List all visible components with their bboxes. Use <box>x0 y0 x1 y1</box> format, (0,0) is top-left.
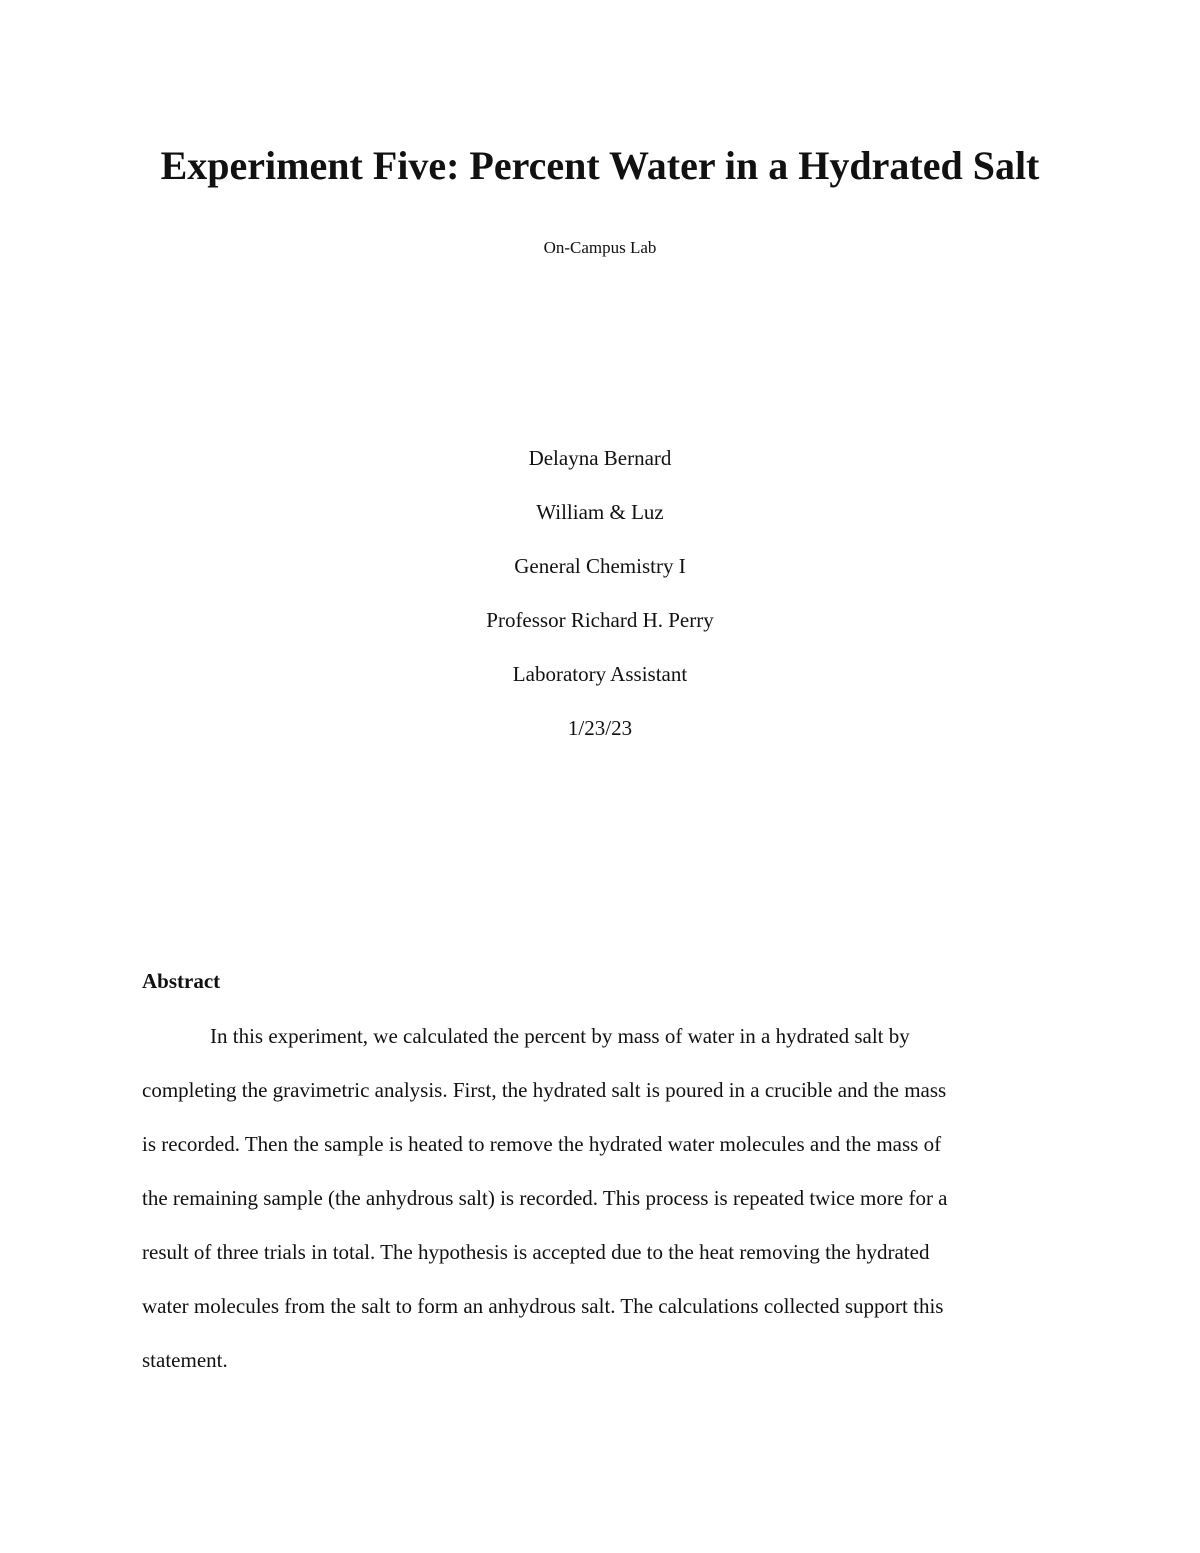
abstract-line: is recorded. Then the sample is heated to remove the hydrated water molecules and the mass of <box>142 1132 942 1156</box>
abstract-line: water molecules from the salt to form an anhydrous salt. The calculations collected support this <box>142 1294 944 1318</box>
assistant-role: Laboratory Assistant <box>512 662 688 686</box>
author-name: Delayna Bernard <box>528 446 672 470</box>
abstract-paragraph <box>142 1021 1048 1399</box>
lab-partners: William & Luz <box>536 500 664 524</box>
report-date: 1/23/23 <box>567 716 633 740</box>
document-subtitle: On-Campus Lab <box>543 238 657 257</box>
document-title: Experiment Five: Percent Water in a Hydrated Salt <box>160 143 1040 188</box>
professor-name: Professor Richard H. Perry <box>486 608 714 632</box>
title-block <box>0 443 1200 767</box>
abstract-line: the remaining sample (the anhydrous salt) is recorded. This process is repeated twice more for a <box>142 1186 948 1210</box>
abstract-line: In this experiment, we calculated the percent by mass of water in a hydrated salt by <box>210 1024 910 1048</box>
abstract-line: result of three trials in total. The hypothesis is accepted due to the heat removing the hydrated <box>142 1240 930 1264</box>
abstract-line: statement. <box>142 1348 228 1372</box>
abstract-heading: Abstract <box>142 969 221 993</box>
abstract-line: completing the gravimetric analysis. First, the hydrated salt is poured in a crucible and the mass <box>142 1078 947 1102</box>
course-name: General Chemistry I <box>514 554 686 578</box>
